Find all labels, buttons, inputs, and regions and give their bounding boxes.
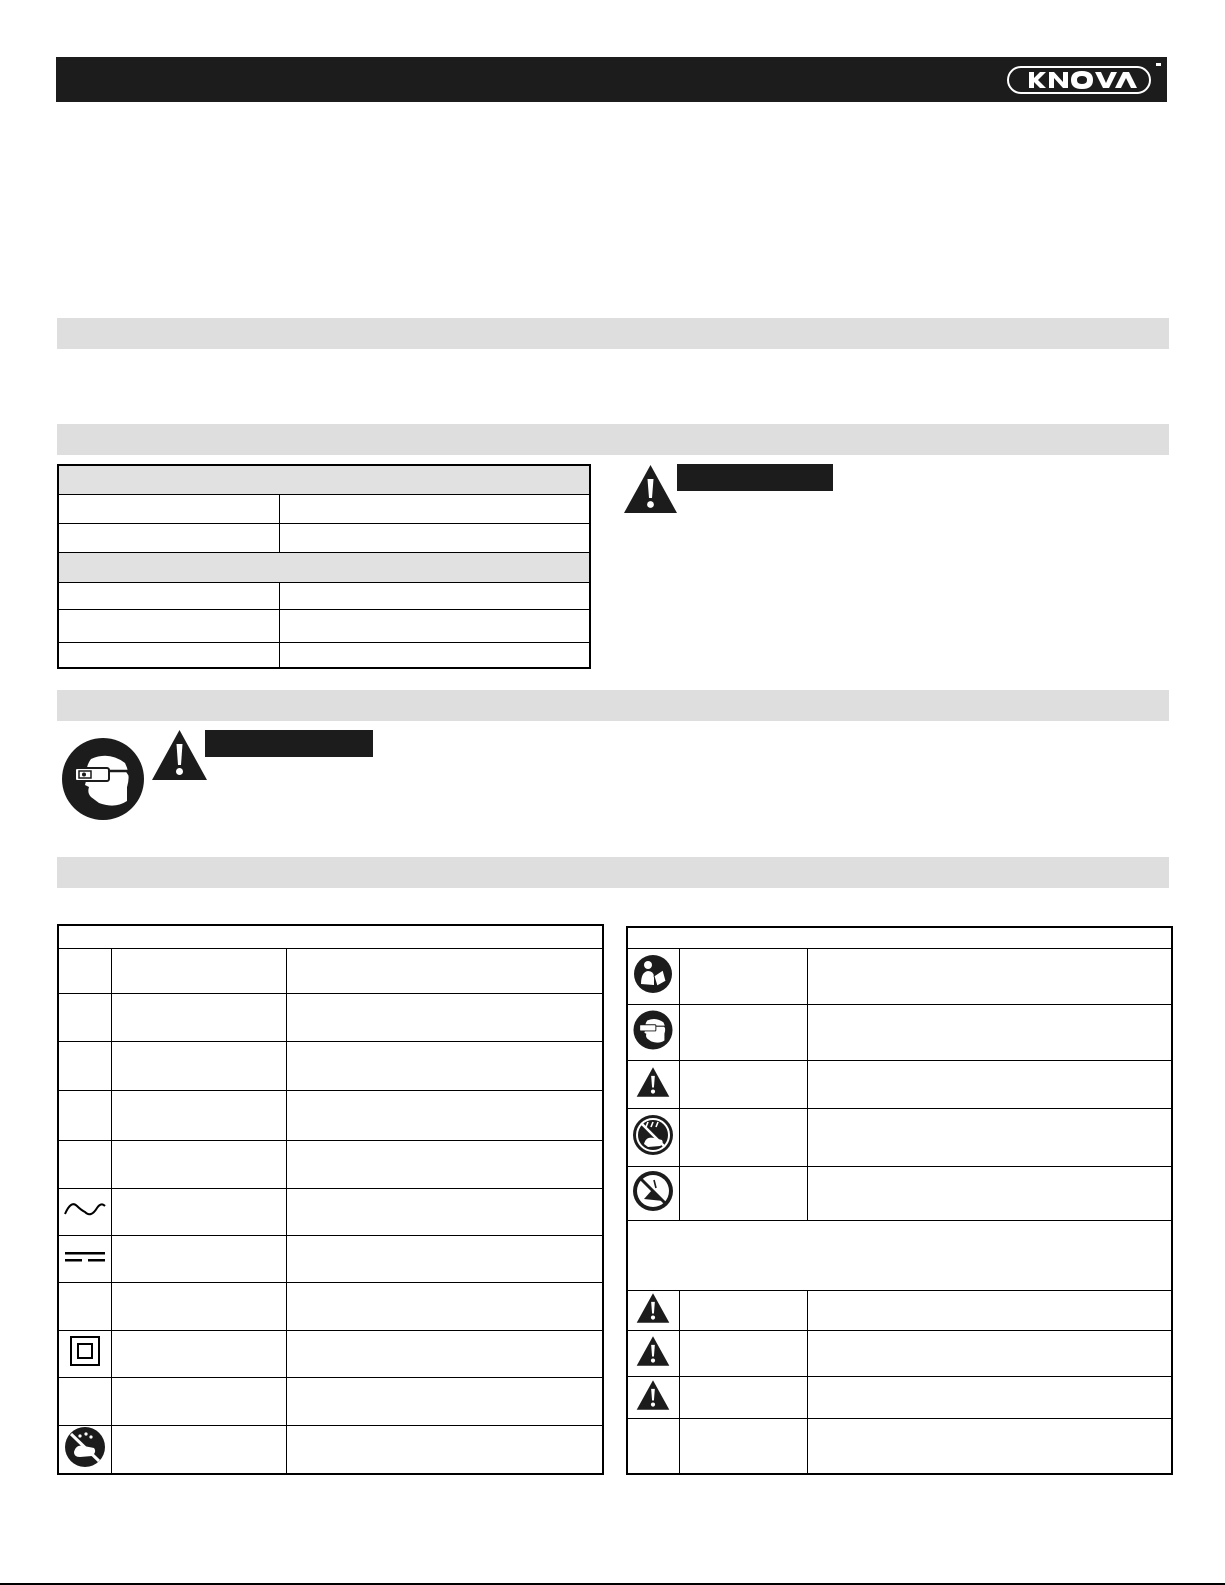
specifications-table (57, 464, 591, 669)
header-bar (56, 57, 1167, 102)
table-row (627, 1418, 1172, 1474)
section-bar-3 (57, 690, 1169, 721)
symbols-table-right (626, 926, 1173, 1475)
no-wet-hands-icon (632, 1170, 674, 1212)
warning-triangle-icon (635, 1335, 671, 1367)
warning-triangle-icon (635, 1066, 671, 1098)
table-row (627, 1290, 1172, 1330)
double-insulated-icon (69, 1335, 101, 1367)
spec-row (58, 494, 590, 523)
symbols-table-header (58, 925, 603, 948)
table-row (58, 1330, 603, 1377)
read-manual-icon (633, 954, 673, 994)
table-row (627, 1108, 1172, 1166)
trademark-mark (1156, 63, 1161, 66)
spec-subheader-row (58, 552, 590, 582)
no-wet-hands-icon (64, 1426, 106, 1468)
table-note-row (627, 1220, 1172, 1290)
section-bar-2 (57, 424, 1169, 455)
table-row (58, 1141, 603, 1189)
table-row (58, 1425, 603, 1474)
table-row (58, 1041, 603, 1090)
table-row (58, 1090, 603, 1140)
alternating-current-icon (63, 1198, 107, 1222)
table-row (627, 1376, 1172, 1418)
table-row (627, 1060, 1172, 1108)
table-row (58, 1236, 603, 1283)
warning-label-bar (205, 730, 373, 757)
table-row (58, 948, 603, 993)
table-row (627, 1004, 1172, 1060)
k-nova-logo-icon (1007, 66, 1151, 94)
table-row (58, 1189, 603, 1236)
section-bar-1 (57, 318, 1169, 349)
table-row (58, 993, 603, 1041)
safety-glasses-icon (633, 1010, 673, 1050)
table-row (627, 948, 1172, 1004)
warning-triangle-icon (622, 463, 679, 515)
spec-row (58, 642, 590, 668)
spec-row (58, 609, 590, 642)
table-row (627, 1166, 1172, 1220)
table-row (627, 1330, 1172, 1376)
table-row (58, 1377, 603, 1425)
no-rain-icon (632, 1114, 674, 1156)
table-row (58, 1283, 603, 1330)
spec-row (58, 523, 590, 552)
spec-header-row (58, 465, 590, 494)
symbols-table-left (57, 924, 604, 1475)
spec-row (58, 582, 590, 609)
warning-triangle-icon (635, 1292, 671, 1324)
section-bar-4 (57, 857, 1169, 888)
warning-label-bar (677, 464, 833, 491)
warning-triangle-icon (635, 1379, 671, 1411)
symbols-table-header (627, 927, 1172, 948)
warning-triangle-icon (150, 728, 209, 782)
safety-glasses-icon (61, 737, 145, 821)
direct-current-icon (63, 1249, 107, 1265)
